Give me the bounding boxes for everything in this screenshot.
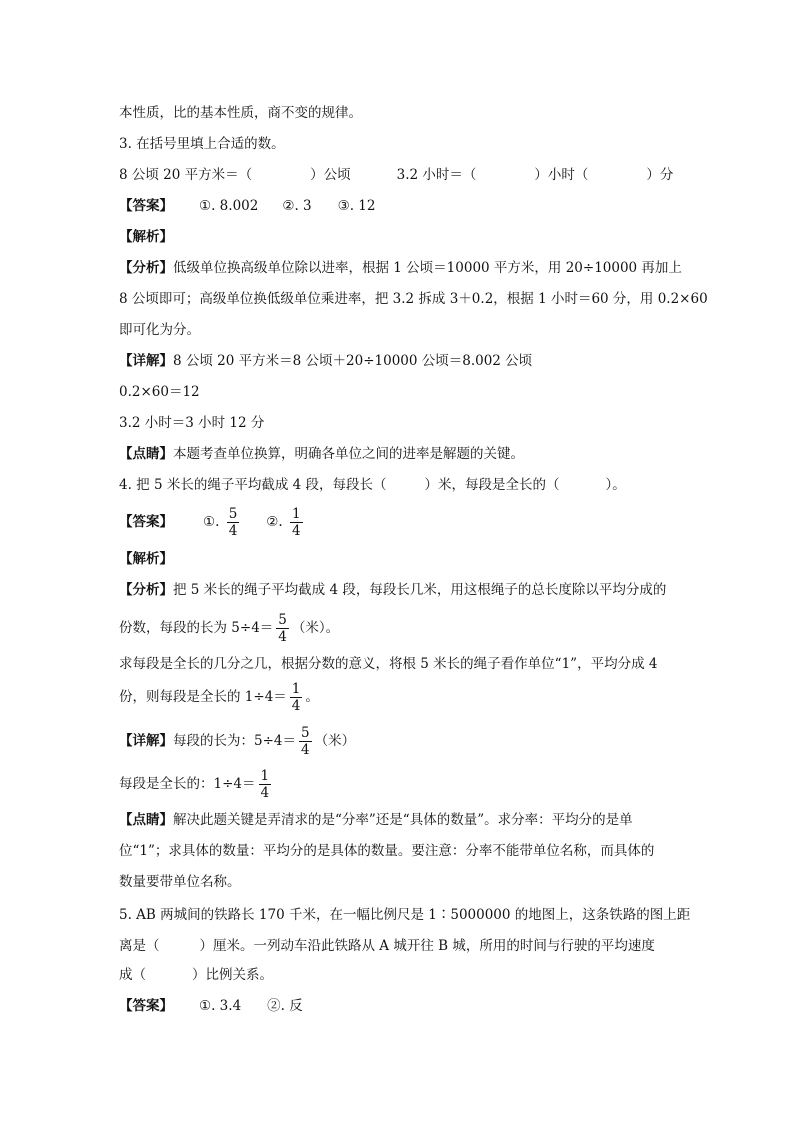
- q3-part-e: ）分: [646, 167, 674, 183]
- q5-answer-label: 【答案】: [119, 998, 173, 1014]
- q4-detail-text-1a: 每段的长为：5÷4＝: [173, 733, 296, 749]
- q4-analysis-fraction-1: [276, 612, 289, 645]
- q4-detail-line-2: [119, 764, 274, 804]
- fraction-denominator: 4: [301, 742, 310, 758]
- q3-answer-line: [119, 196, 376, 216]
- q3-analysis-line-1: [119, 258, 682, 278]
- q5-answer-line: [119, 996, 303, 1016]
- q4-detail-label: 【详解】: [119, 733, 173, 749]
- fraction-numerator: 1: [292, 506, 301, 522]
- fraction-denominator: 4: [292, 523, 301, 539]
- q4-analysis-line-4: [119, 677, 319, 717]
- q4-analysis-line-2: [119, 608, 339, 648]
- q4-title-c: ）。: [605, 477, 626, 493]
- fraction-denominator: 4: [278, 629, 287, 645]
- q3-analysis-label: 【分析】: [119, 260, 173, 276]
- q3-jiexi-label: 【解析】: [119, 229, 173, 245]
- q4-title-a: 4. 把 5 米长的绳子平均截成 4 段，每段长（: [119, 477, 387, 493]
- q4-analysis-text-2b: （米）。: [291, 620, 340, 636]
- q5-line-3b: ）比例关系。: [192, 967, 273, 983]
- q4-analysis-text-1: 把 5 米长的绳子平均截成 4 段，每段长几米，用这根绳子的总长度除以平均分成的: [173, 582, 667, 598]
- q4-detail-fraction-1: [299, 725, 312, 758]
- fraction-numerator: 1: [260, 768, 270, 784]
- q3-answer-2: ②. 3: [282, 198, 312, 214]
- fraction-numerator: 1: [291, 681, 301, 697]
- q4-analysis-text-4b: 。: [305, 689, 319, 705]
- q4-detail-fraction-2: [259, 768, 272, 801]
- fraction-denominator: 4: [228, 523, 238, 539]
- q4-tip-text-1: 解决此题关键是弄清求的是“分率”还是“具体的数量”。求分率：平均分的是单: [173, 812, 633, 828]
- q4-answer-1-prefix: ①.: [203, 514, 220, 530]
- q3-answer-label: 【答案】: [119, 198, 173, 214]
- q3-detail-line-3: 3.2 小时＝3 小时 12 分: [119, 415, 265, 431]
- q4-analysis-line-1: [119, 580, 666, 600]
- q5-line-3a: 成（: [119, 967, 146, 983]
- q5-line-3: [119, 965, 273, 985]
- q4-title-b: ）米，每段是全长的（: [424, 477, 560, 493]
- q4-detail-text-2a: 每段是全长的：1÷4＝: [119, 776, 256, 792]
- q3-analysis-line-2: 8 公顷即可；高级单位换低级单位乘进率，把 3.2 拆成 3＋0.2，根据 1 小时＝60 分，用 0.2×60: [119, 291, 708, 307]
- q3-detail-line-1: [119, 351, 532, 371]
- q5-answer-1: ①. 3.4: [199, 998, 242, 1014]
- q3-part-b: ）公顷: [310, 167, 351, 183]
- q3-question-line: [119, 165, 673, 185]
- q5-answer-2: ②. 反: [267, 998, 303, 1014]
- q4-tip-line-1: [119, 810, 633, 830]
- q4-answer-label: 【答案】: [119, 514, 173, 530]
- q3-analysis-text-1: 低级单位换高级单位除以进率，根据 1 公顷＝10000 平方米，用 20÷10000 再加上: [173, 260, 682, 276]
- q5-line-1: 5. AB 两城间的铁路长 170 千米，在一幅比例尺是 1∶5000000 的地图上，这条铁路的图上距: [119, 907, 691, 923]
- q4-analysis-fraction-2: [290, 681, 303, 714]
- q3-part-d: ）小时（: [534, 167, 589, 183]
- q3-tip-text: 本题考查单位换算，明确各单位之间的进率是解题的关键。: [173, 446, 524, 462]
- q5-line-2a: 离是（: [119, 938, 160, 954]
- q5-line-2b: ）厘米。一列动车沿此铁路从 A 城开往 B 城，所用的时间与行驶的平均速度: [199, 938, 655, 954]
- q4-answer-line: [119, 502, 306, 542]
- q3-answer-3: ③. 12: [337, 198, 376, 214]
- q3-detail-label: 【详解】: [119, 353, 173, 369]
- q3-detail-text-1: 8 公顷 20 平方米＝8 公顷＋20÷10000 公顷＝8.002 公顷: [173, 353, 533, 369]
- q3-analysis-line-3: 即可化为分。: [119, 322, 200, 338]
- q3-part-c: 3.2 小时＝（: [396, 167, 477, 183]
- q4-tip-line-3: 数量要带单位名称。: [119, 874, 241, 890]
- q4-answer-2-fraction: [290, 506, 303, 539]
- fraction-denominator: 4: [291, 698, 301, 714]
- q4-analysis-text-2a: 份数，每段的长为 5÷4＝: [119, 620, 274, 636]
- intro-text: 本性质，比的基本性质，商不变的规律。: [119, 105, 362, 121]
- fraction-numerator: 5: [228, 506, 238, 522]
- q4-analysis-line-3: 求每段是全长的几分之几，根据分数的意义，将根 5 米长的绳子看作单位“1”，平均分成 4: [119, 656, 658, 672]
- q3-tip-line: [119, 444, 524, 464]
- q4-answer-2-prefix: ②.: [266, 514, 283, 530]
- q4-analysis-label: 【分析】: [119, 582, 173, 598]
- q4-title-line: [119, 475, 626, 495]
- q4-detail-line-1: [119, 721, 355, 761]
- q3-answer-1: ①. 8.002: [199, 198, 259, 214]
- q3-detail-line-2: 0.2×60＝12: [119, 384, 200, 400]
- q3-title: 3. 在括号里填上合适的数。: [119, 136, 285, 152]
- q4-tip-line-2: 位“1”；求具体的数量：平均分的是具体的数量。要注意：分率不能带单位名称，而具体的: [119, 843, 655, 859]
- q4-analysis-text-4a: 份，则每段是全长的 1÷4＝: [119, 689, 287, 705]
- q3-part-a: 8 公顷 20 平方米＝（: [119, 167, 253, 183]
- q4-tip-label: 【点睛】: [119, 812, 173, 828]
- q3-tip-label: 【点睛】: [119, 446, 173, 462]
- q4-detail-text-1b: （米）: [314, 733, 356, 749]
- fraction-denominator: 4: [260, 785, 270, 801]
- q4-jiexi-label: 【解析】: [119, 551, 173, 567]
- q5-line-2: [119, 936, 655, 956]
- q4-answer-1-fraction: [227, 506, 240, 539]
- fraction-numerator: 5: [301, 725, 310, 741]
- fraction-numerator: 5: [278, 612, 287, 628]
